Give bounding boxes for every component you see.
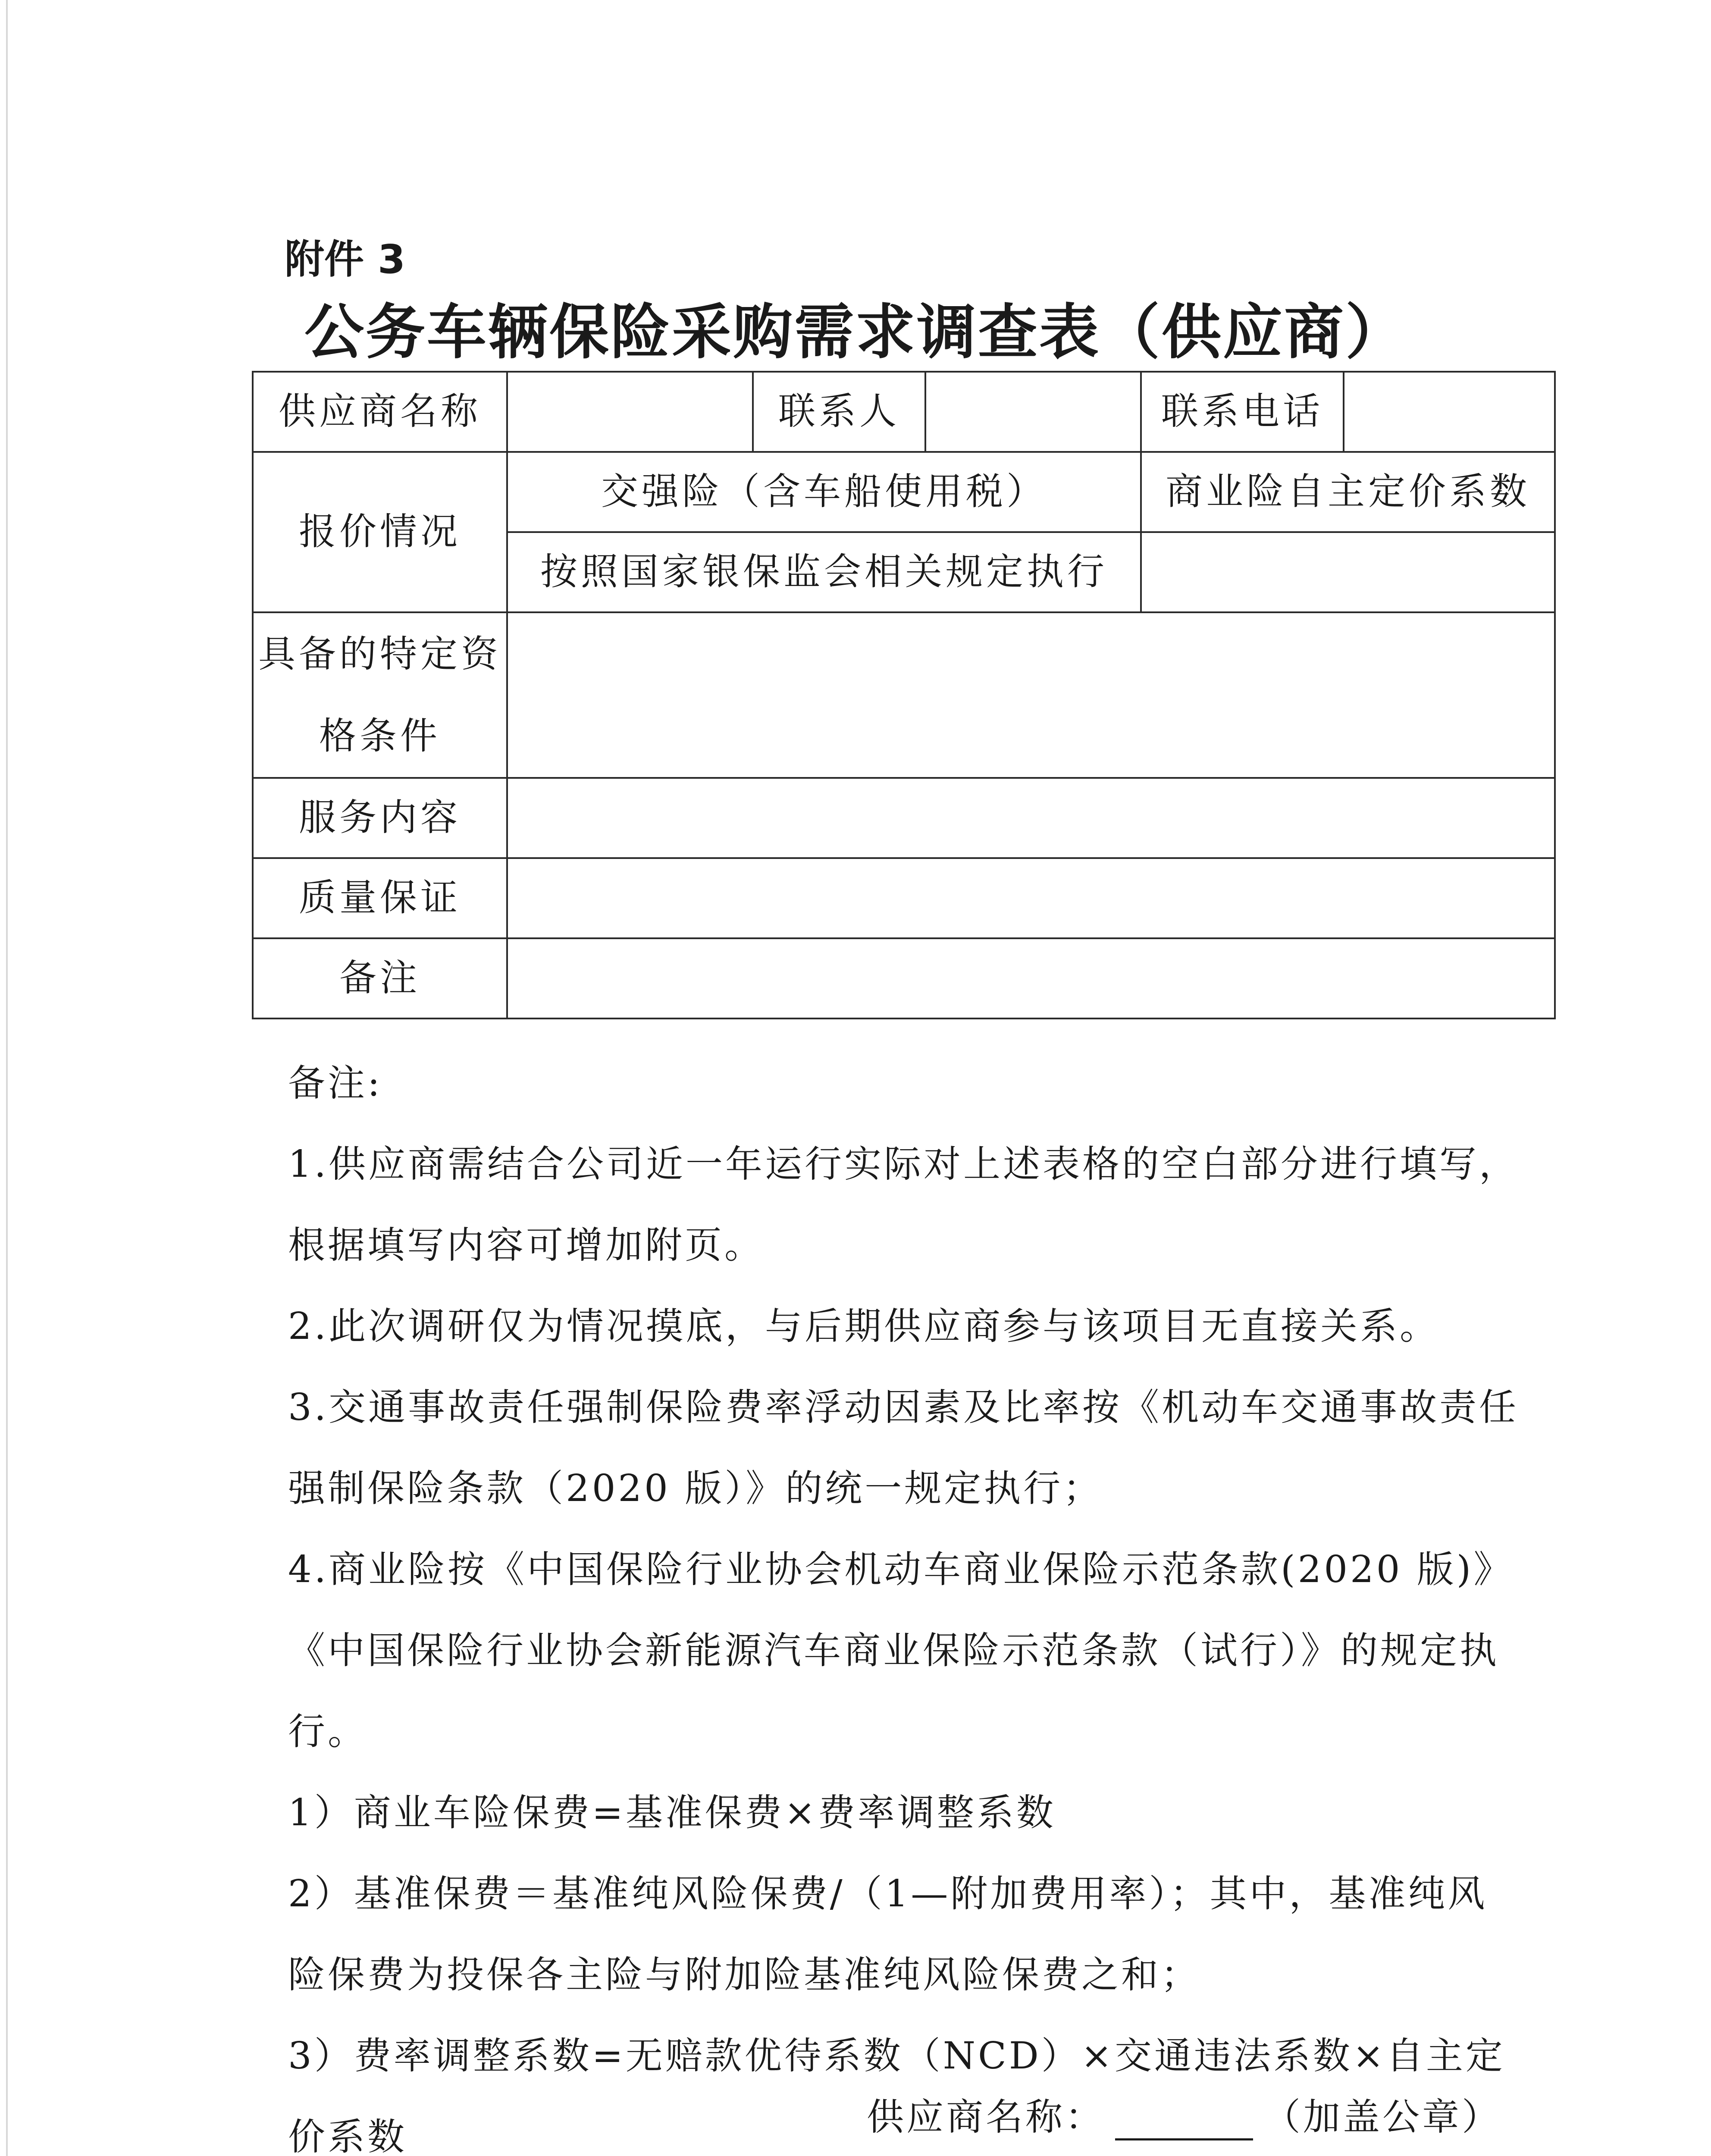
note-item: 2）基准保费＝基准纯风险保费/（1—附加费用率）；其中，基准纯风险保费为投保各主险与附加险基准纯风险保费之和； [288, 1872, 1488, 1996]
phone-label: 联系电话 [1141, 372, 1344, 452]
qualification-cell[interactable] [507, 612, 1555, 778]
note-item: 1）商业车险保费=基准保费×费率调整系数 [288, 1791, 1056, 1834]
contact-cell[interactable] [925, 372, 1141, 452]
table-row [253, 612, 1555, 778]
commercial-coefficient-cell[interactable] [1141, 532, 1555, 612]
quality-label: 质量保证 [253, 858, 507, 938]
note-item: 2.此次调研仅为情况摸底，与后期供应商参与该项目无直接关系。 [288, 1305, 1440, 1348]
supplier-name-label: 供应商名称 [253, 372, 507, 452]
document-title: 公务车辆保险采购需求调查表（供应商） [304, 298, 1407, 367]
quality-cell[interactable] [507, 858, 1555, 938]
phone-cell[interactable] [1344, 372, 1555, 452]
table-row [253, 372, 1555, 452]
survey-table [252, 371, 1556, 1019]
compulsory-insurance-header: 交强险（含车船使用税） [507, 452, 1141, 532]
commercial-insurance-header: 商业险自主定价系数 [1141, 452, 1555, 532]
table-row [253, 858, 1555, 938]
table-row [253, 452, 1555, 532]
signature-line [867, 2087, 1501, 2140]
table-row [253, 938, 1555, 1018]
compulsory-insurance-value: 按照国家银保监会相关规定执行 [507, 532, 1141, 612]
note-item: 1.供应商需结合公司近一年运行实际对上述表格的空白部分进行填写，根据填写内容可增加附页。 [288, 1143, 1519, 1267]
seal-note: （加盖公章） [1263, 2096, 1501, 2139]
note-item: 3）费率调整系数=无赔款优待系数（NCD）×交通违法系数×自主定价系数 [288, 2034, 1505, 2156]
supplier-signature-label: 供应商名称： [867, 2096, 1105, 2139]
qualification-label: 具备的特定资格条件 [253, 612, 507, 778]
contact-label: 联系人 [753, 372, 925, 452]
notes-section [288, 1043, 1521, 2156]
remark-label: 备注 [253, 938, 507, 1018]
note-item: 4.商业险按《中国保险行业协会机动车商业保险示范条款(2020 版)》《中国保险行业协会新能源汽车商业保险示范条款（试行）》的规定执行。 [288, 1548, 1514, 1753]
table-row [253, 778, 1555, 858]
service-cell[interactable] [507, 778, 1555, 858]
quote-label: 报价情况 [253, 452, 507, 612]
service-label: 服务内容 [253, 778, 507, 858]
note-item: 3.交通事故责任强制保险费率浮动因素及比率按《机动车交通事故责任强制保险条款（2020 版）》的统一规定执行； [288, 1386, 1519, 1510]
supplier-name-cell[interactable] [507, 372, 753, 452]
supplier-signature-blank[interactable] [1115, 2100, 1253, 2140]
remark-cell[interactable] [507, 938, 1555, 1018]
attachment-label: 附件 3 [285, 236, 406, 282]
notes-heading: 备注: [288, 1062, 382, 1105]
